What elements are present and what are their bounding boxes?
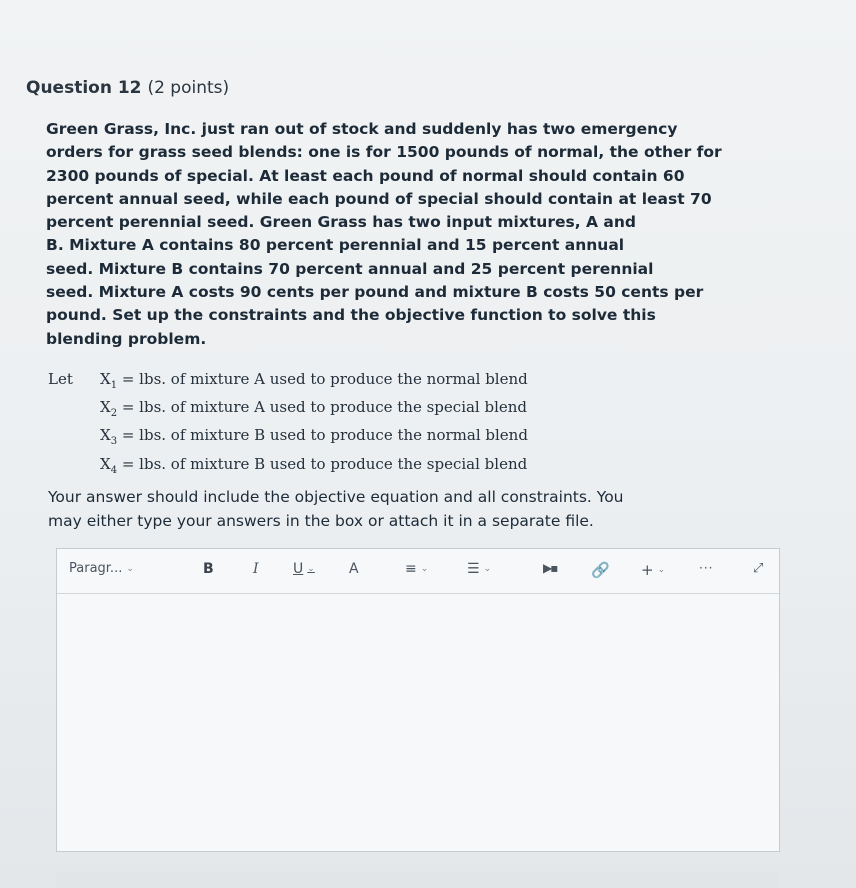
insert-media-button[interactable] — [543, 561, 556, 575]
answer-editor — [56, 548, 780, 852]
variable-x2: $X_2$ = lbs. of mixture A used to produce the special blend — [100, 398, 528, 419]
chevron-down-icon: ⌄ — [483, 564, 492, 574]
plus-icon: + — [641, 561, 654, 579]
insert-link-button[interactable] — [591, 561, 610, 579]
question-header — [26, 78, 229, 98]
editor-content-area[interactable] — [57, 594, 779, 850]
align-icon: ≡ — [405, 561, 417, 577]
question-body: Green Grass, Inc. just ran out of stock and suddenly has two emergency orders for grass seed blends: one is for 1500 pounds of normal, the other for 2300 pounds of special. At least each pound of normal should contain 60 percent annual seed, while each pound of special should contain at least 70 percent perennial seed. Green Grass has two input mixtures, A and B. Mixture A contains 80 percent perennial and 15 percent annual seed. Mixture B contains 70 percent annual and 25 percent perennial seed. Mixture A costs 90 cents per pound and mixture B costs 50 cents per pound. Set up the constraints and the objective function to solve this blending problem. — [46, 120, 722, 348]
more-options-button[interactable] — [699, 561, 713, 575]
paragraph-style-label: Paragr... — [69, 561, 123, 576]
question-title: Question 12 — [26, 78, 142, 98]
underline-icon: U — [293, 561, 304, 577]
variable-x4: $X_4$ = lbs. of mixture B used to produce the special blend — [100, 455, 528, 476]
text-color-icon: A — [349, 561, 359, 577]
list-button[interactable] — [467, 561, 491, 577]
paragraph-style-select[interactable] — [69, 561, 134, 576]
expand-editor-button[interactable] — [753, 561, 763, 576]
let-label: Let — [48, 370, 73, 388]
variable-x1: $X_1$ = lbs. of mixture A used to produce the normal blend — [100, 370, 528, 391]
variable-x3: $X_3$ = lbs. of mixture B used to produce the normal blend — [100, 426, 528, 447]
text-color-button[interactable] — [349, 561, 359, 577]
bold-icon: B — [203, 561, 214, 577]
underline-button[interactable] — [293, 561, 315, 577]
chevron-down-icon: ⌄ — [307, 564, 315, 574]
italic-icon: I — [253, 561, 259, 577]
question-points: (2 points) — [147, 78, 230, 98]
chevron-down-icon: ⌄ — [420, 564, 429, 574]
editor-footer — [56, 872, 778, 888]
insert-more-button[interactable] — [641, 561, 665, 579]
editor-toolbar — [57, 549, 779, 594]
bold-button[interactable] — [203, 561, 214, 577]
chevron-down-icon: ⌄ — [126, 563, 134, 574]
italic-button[interactable] — [253, 561, 259, 577]
media-icon: ▶▪ — [543, 561, 557, 575]
link-icon: 🔗 — [591, 561, 610, 579]
expand-icon: ⤢ — [753, 561, 764, 576]
align-button[interactable] — [405, 561, 428, 577]
list-icon: ☰ — [467, 561, 480, 577]
chevron-down-icon: ⌄ — [657, 565, 666, 575]
answer-instructions: Your answer should include the objective equation and all constraints. You may either type your answers in the box or attach it in a separate file. — [48, 488, 624, 530]
more-icon: ··· — [699, 561, 714, 575]
